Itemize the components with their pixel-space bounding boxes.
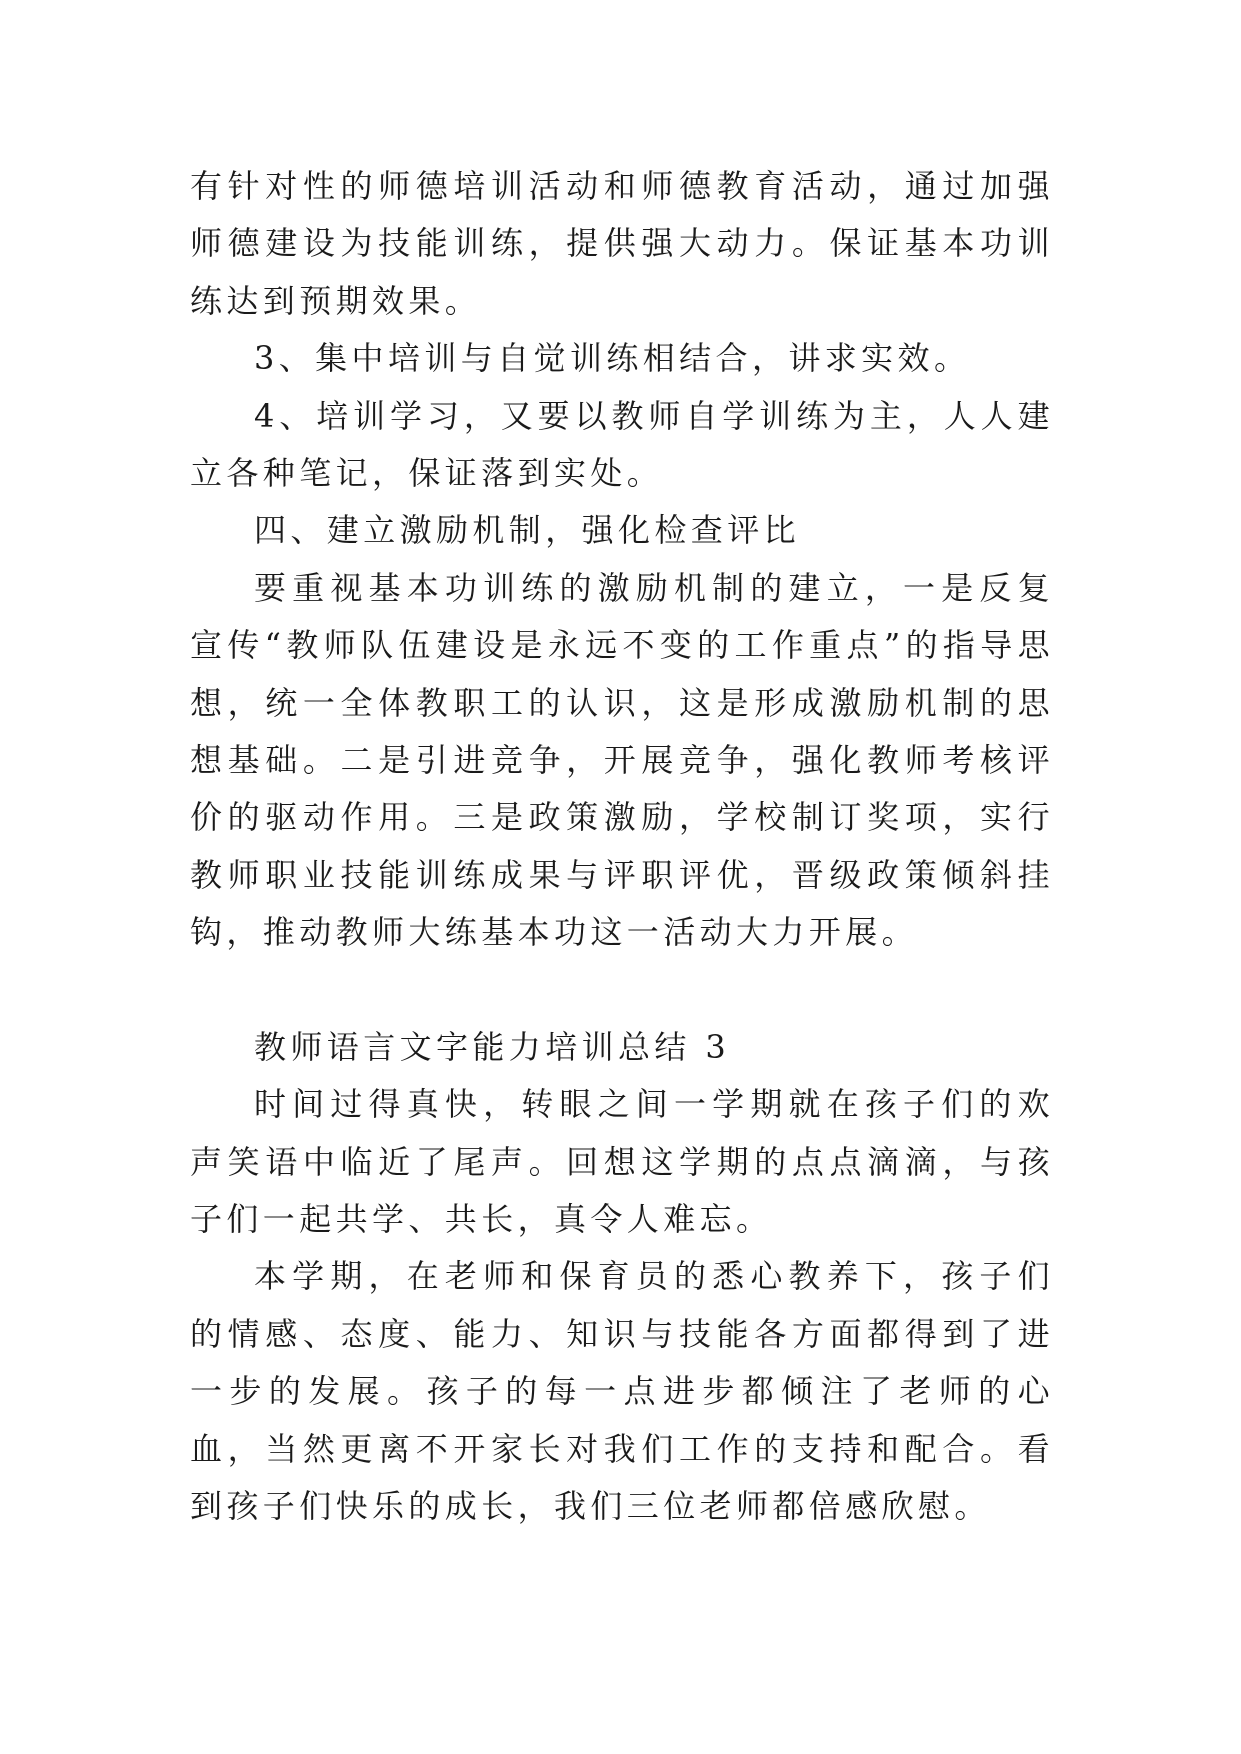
paragraph-incentive-mechanism: 要重视基本功训练的激励机制的建立，一是反复宣传“教师队伍建设是永远不变的工作重点”的指导思想，统一全体教职工的认识，这是形成激励机制的思想基础。二是引进竞争，开展竞争，强化教师考核评价的驱动作用。三是政策激励，学校制订奖项，实行教师职业技能训练成果与评职评优，晋级政策倾斜挂钩，推动教师大练基本功这一活动大力开展。 [190,568,1054,952]
section-heading-incentive: 四、建立激励机制，强化检查评比 [254,511,801,550]
section-title-summary-3: 教师语言文字能力培训总结 3 [254,1027,731,1066]
paragraph-time-flies: 时间过得真快，转眼之间一学期就在孩子们的欢声笑语中临近了尾声。回想这学期的点点滴滴，与孩子们一起共学、共长，真令人难忘。 [190,1085,1054,1238]
paragraph-item-4: 4、培训学习，又要以教师自学训练为主，人人建立各种笔记，保证落到实处。 [190,396,1054,493]
document-page [190,158,1054,1535]
paragraph-this-semester: 本学期，在老师和保育员的悉心教养下，孩子们的情感、态度、能力、知识与技能各方面都得到了进一步的发展。孩子的每一点进步都倾注了老师的心血，当然更离不开家长对我们工作的支持和配合。看到孩子们快乐的成长，我们三位老师都倍感欣慰。 [190,1257,1054,1525]
paragraph-item-3: 3、集中培训与自觉训练相结合，讲求实效。 [254,339,971,378]
paragraph-teacher-ethics-continued: 有针对性的师德培训活动和师德教育活动，通过加强师德建设为技能训练，提供强大动力。保证基本功训练达到预期效果。 [190,167,1054,320]
